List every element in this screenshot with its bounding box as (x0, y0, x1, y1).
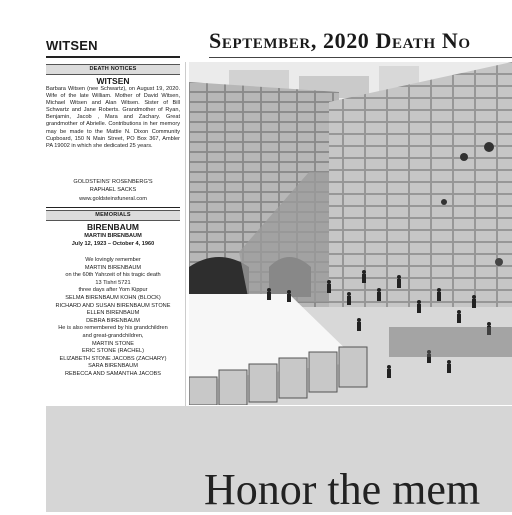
memorial-line: 13 Tishri 5721 (95, 279, 131, 286)
memorial-line: He is also remembered by his grandchildren (58, 325, 168, 332)
death-notices-bar: DEATH NOTICES (46, 64, 180, 75)
memorial-line: MARTIN BIRENBAUM (84, 264, 142, 271)
header-rule (209, 57, 512, 58)
column-divider (185, 62, 186, 407)
memorial-line: We lovingly remember (85, 257, 141, 263)
memorial-line: ELIZABETH STONE JACOBS (ZACHARY) (59, 355, 167, 362)
page-header: September, 2020 Death No (209, 28, 471, 53)
memorial-line: SARA BIRENBAUM (88, 363, 138, 370)
funeral-home-line-2: RAPHAEL SACKS (89, 187, 137, 193)
memorial-line: ELLEN BIRENBAUM (86, 310, 140, 317)
memorial-line: ERIC STONE (RACHEL) (81, 348, 145, 355)
memorial-line: SELMA BIRENBAUM KOHN (BLOCK) (65, 295, 161, 301)
memorial-line: and great-grandchildren, (82, 333, 144, 339)
memorial-line: on the 60th Yahrzeit of his tragic death (65, 272, 161, 279)
memorial-dates: July 12, 1923 – October 4, 1960 (71, 241, 155, 247)
section-rule (46, 56, 180, 58)
memorials-bar: MEMORIALS (46, 210, 180, 221)
funeral-home-line-1: GOLDSTEINS' ROSENBERG'S (73, 179, 153, 185)
promo-headline: Honor the mem (204, 465, 481, 514)
memorial-name: BIRENBAUM (87, 222, 139, 232)
memorial-line: three days after Yom Kippur (78, 287, 148, 294)
funeral-home-website[interactable]: www.goldsteinsfuneral.com (79, 196, 147, 202)
memorial-line: RICHARD AND SUSAN BIRENBAUM STONE (55, 302, 171, 309)
memorial-subname: MARTIN BIRENBAUM (84, 233, 142, 239)
notice-divider (46, 207, 180, 208)
section-name: WITSEN (46, 38, 98, 53)
memorial-line: MARTIN STONE (91, 340, 135, 347)
death-notice-name: WITSEN (96, 76, 130, 86)
western-wall-photo (189, 62, 512, 405)
memorial-line: DEBRA BIRENBAUM (86, 317, 140, 324)
memorial-line: REBECCA AND SAMANTHA JACOBS (64, 371, 162, 377)
death-notice-body: Barbara Witsen (nee Schwartz), on August 19, 2020. Wife of the late William. Mother of David Witsen, Michael Witsen and Alan Witsen. Sister of Bill Schwartz and Jane Roberts. Grandmother of Ryan, Benjamin, Jacob , Mara and Zachary. Great grandmother of Abrielle. Contributions in her memory may be made to the Mattie N. Dixon Community Cupboard, 150 N Main Street, PO Box 367, Ambler PA 19002 in which she dedicated 25 years. (46, 86, 180, 149)
